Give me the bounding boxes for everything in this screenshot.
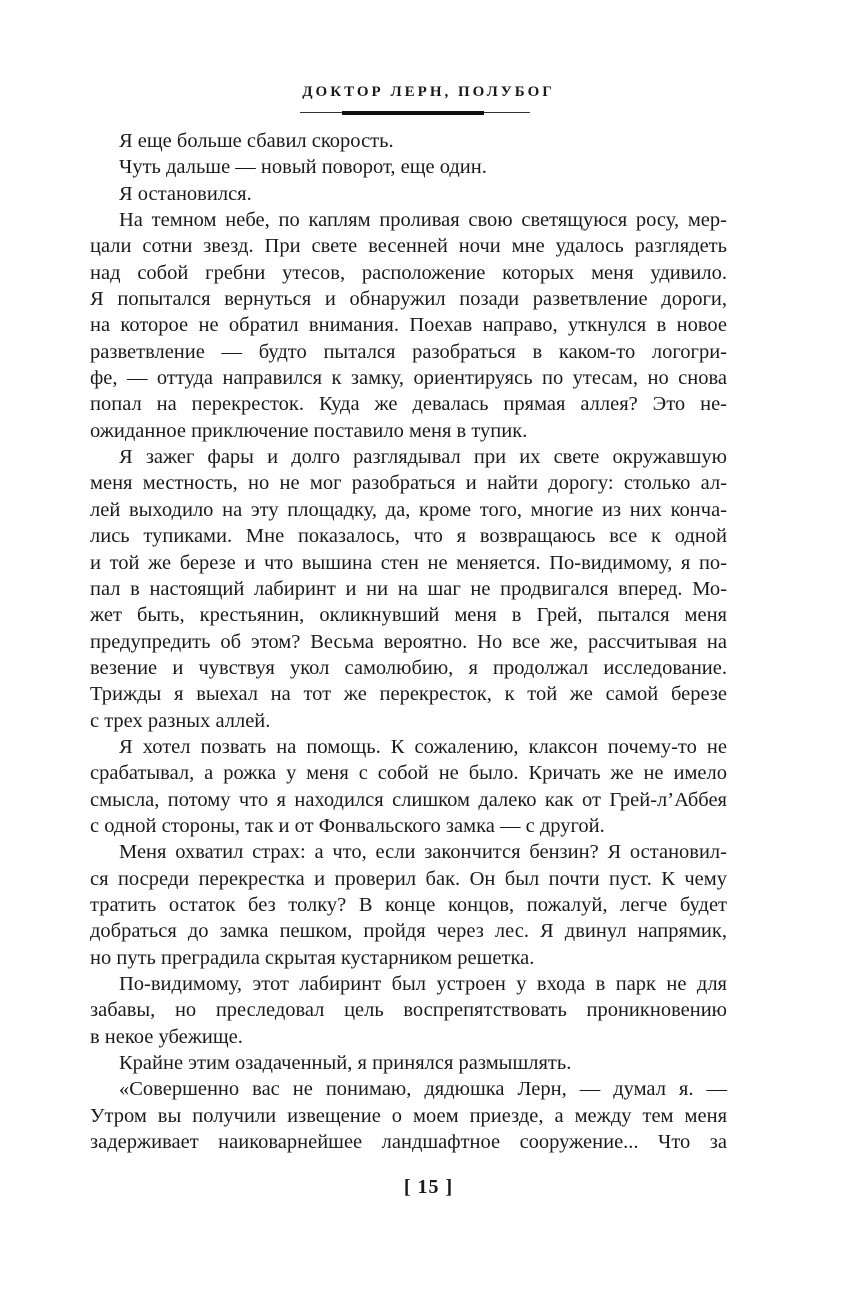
text-line: Трижды я выехал на тот же перекресток, к той же самой березе — [90, 683, 727, 706]
text-line: Утром вы получили извещение о моем приезде, а между тем меня — [90, 1104, 727, 1127]
text-line: в некое убежище. — [90, 1025, 243, 1048]
text-line: лей выходило на эту площадку, да, кроме того, многие из них конча- — [90, 498, 727, 521]
text-line: попал на перекресток. Куда же девалась прямая аллея? Это не- — [90, 393, 727, 416]
text-line: Я еще больше сбавил скорость. — [119, 130, 394, 152]
text-line: над собой гребни утесов, расположение которых меня удивило. — [90, 261, 727, 284]
text-line: меня местность, но не мог разобраться и найти дорогу: столько ал- — [90, 472, 727, 495]
text-line: Крайне этим озадаченный, я принялся размышлять. — [119, 1052, 572, 1075]
header-rule — [342, 111, 484, 115]
text-line: На темном небе, по каплям проливая свою светящуюся росу, мер- — [119, 209, 727, 232]
text-line: с трех разных аллей. — [90, 709, 271, 732]
text-line: жет быть, крестьянин, окликнувший меня в Грей, пытался меня — [90, 604, 727, 627]
text-line: с одной стороны, так и от Фонвальского замка — с другой. — [90, 814, 605, 837]
text-line: везение и чувствуя укол самолюбию, я продолжал исследование. — [90, 656, 727, 679]
text-line: срабатывал, а рожка у меня с собой не было. Кричать же не имело — [90, 762, 727, 785]
text-line: лись тупиками. Мне показалось, что я возвращаюсь все к одной — [90, 525, 727, 548]
text-line: Я остановился. — [119, 182, 252, 205]
body-text — [90, 128, 727, 1155]
text-line: разветвление — будто пытался разобраться в каком-то логогри- — [90, 340, 727, 363]
text-line: предупредить об этом? Весьма вероятно. Но все же, рассчитывая на — [90, 630, 727, 653]
text-line: смысла, потому что я находился слишком далеко как от Грей-л’Аббея — [90, 788, 727, 811]
text-line: ся посреди перекрестка и проверил бак. Он был почти пуст. К чему — [90, 867, 727, 890]
text-line: Чуть дальше — новый поворот, еще один. — [119, 156, 487, 179]
text-line: цали сотни звезд. При свете весенней ночи мне удалось разглядеть — [90, 235, 727, 258]
text-line: фе, — оттуда направился к замку, ориентируясь по утесам, но снова — [90, 367, 727, 390]
text-line: Я зажег фары и долго разглядывал при их свете окружавшую — [119, 446, 727, 469]
text-line: Я попытался вернуться и обнаружил позади разветвление дороги, — [90, 288, 727, 311]
text-line: и той же березе и что вышина стен не меняется. По-видимому, я по- — [90, 551, 727, 574]
text-line: задерживает наиковарнейшее ландшафтное сооружение... Что за — [90, 1131, 727, 1154]
text-line: «Совершенно вас не понимаю, дядюшка Лерн, — думал я. — — [119, 1078, 727, 1101]
text-line: но путь преградила скрытая кустарником решетка. — [90, 946, 535, 969]
page-number: [ 15 ] — [403, 1176, 454, 1198]
text-line: пал в настоящий лабиринт и ни на шаг не продвигался вперед. Мо- — [90, 577, 727, 600]
text-line: на которое не обратил внимания. Поехав направо, уткнулся в новое — [90, 314, 727, 337]
text-line: По-видимому, этот лабиринт был устроен у входа в парк не для — [119, 973, 727, 995]
text-line: Меня охватил страх: а что, если закончится бензин? Я остановил- — [119, 841, 727, 864]
text-line: забавы, но преследовал цель воспрепятствовать проникновению — [90, 999, 727, 1022]
text-line: добраться до замка пешком, пройдя через лес. Я двинул напрямик, — [90, 920, 727, 943]
text-line: ожиданное приключение поставило меня в тупик. — [90, 419, 528, 442]
text-line: Я хотел позвать на помощь. К сожалению, клаксон почему-то не — [119, 735, 727, 758]
text-line: тратить остаток без толку? В конце концов, пожалуй, легче будет — [90, 893, 727, 916]
running-head: ДОКТОР ЛЕРН, ПОЛУБОГ — [302, 84, 555, 100]
